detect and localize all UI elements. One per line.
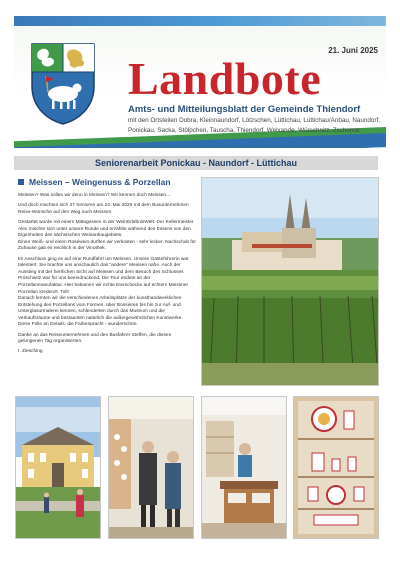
article-paragraph: Meissen? Was sollen wir denn in Meissen? Wir kennen doch Meissen…	[18, 193, 171, 198]
article-heading	[18, 177, 171, 187]
article-author: I. Ziesching	[18, 349, 43, 355]
article-paragraph: Und doch machten sich 37 Senioren am 22. Mai 2025 mit dem Busunternehmen Reise-Wünsche auf den Weg nach Meissen.	[18, 203, 189, 215]
article-paragraph: Gestartet wurde mit einem Mittagessen in der WeinErlebnisWelt. Der Kellermeister Alex mischte sich unter unsere Runde und erzählte während des Essens von den Eigenheiten des sächsischen Weinanbaugebiets. Einen Weiß- und einen Roséwein durften wir verkosten - sehr lecker. Nachschub für Zuhause gab es reichlich in der Vinothek.	[18, 219, 197, 252]
photo-meissen-vineyard	[201, 177, 379, 386]
article-body	[18, 193, 196, 360]
issue-date: 21. Juni 2025	[328, 46, 378, 55]
photo-schloss-proschwitz	[15, 396, 101, 539]
article-paragraph: Im Anschluss ging es auf eine Rundfahrt um Meissen. Unsere Gästeführerin war talentiert. Sie brachte uns anschaulich das "andere" Meissen nahe. Auch der Ausstieg mit der herrlichen Sicht auf Meissen und dem Besuch des Schlosses Proschwitz war für uns beeindruckend. Die Tour endete an der Porzellanmanufaktur. Hier bekamen wir echte Eierschecke auf echtem Meissner Porzellan kredenzt. Toll! Danach lernten wir die verschiedenen Arbeitsplätze der kunsthandwerklichen Entstehung des Porzellans vom Formen, über Bossieren bis hin zur Auf- und Unterglasurmalerei kennen, schlenderten durch das Museum und die Verkaufsräume und bestaunten natürlich die außergewöhnlichen Kunstwerke. Diese Fülle an Details, die Farbenpracht - wunderschön.	[18, 256, 189, 328]
masthead	[14, 16, 386, 148]
coat-of-arms-icon	[30, 42, 96, 126]
article-title: Meissen – Weingenuss & Porzellan	[29, 177, 171, 187]
photo-porcelain-display	[293, 396, 379, 539]
photo-museum-visitors	[108, 396, 194, 539]
section-title: Seniorenarbeit Ponickau - Naundorf - Lüttichau	[94, 158, 298, 168]
masthead-top-band	[14, 16, 386, 26]
newspaper-subtitle: Amts- und Mitteilungsblatt der Gemeinde Thiendorf	[128, 104, 361, 115]
article-paragraph: Danke an das Reiseunternehmen und den Busfahrer Steffen, die diesen gelungenen Tag organisierten.	[18, 332, 172, 345]
districts-list: mit den Ortsteilen Dobra, Kleinnaundorf, Lötzschen, Lüttichau, Lüttichau/Anbau, Naundorf, Ponickau, Sacka, Stölpchen, Tauscha, Thiendorf, Welxande, Würschnitz, Zschorna	[128, 117, 381, 134]
heading-bullet-icon	[18, 179, 24, 185]
photo-workshop-demonstration	[201, 396, 287, 539]
newspaper-title: Landbote	[128, 53, 322, 104]
section-header	[14, 156, 378, 170]
